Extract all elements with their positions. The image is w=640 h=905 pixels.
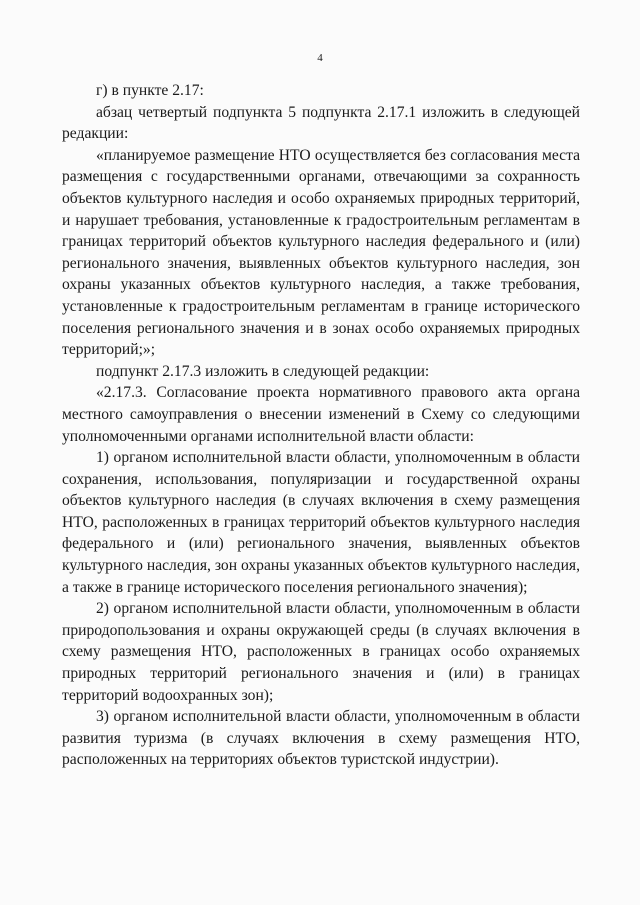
list-item: 1) органом исполнительной власти области, уполномоченным в области сохранения, использования, популяризации и государственной охраны объектов культурного наследия (в случаях включения в схему размещения НТО, расположенных в границах территорий объектов культурного наследия федерального и (или) регионального значения, выявленных объектов культурного наследия, зон охраны указанных объектов культурного наследия, а также в границе исторического поселения регионального значения);: [62, 449, 580, 596]
paragraph-instruction-2-17-3: подпункт 2.17.3 изложить в следующей редакции:: [96, 362, 430, 380]
page-number: 4: [317, 52, 323, 64]
paragraph-quoted-text: «планируемое размещение НТО осуществляется без согласования места размещения с государственными органами, отвечающими за сохранность объектов культурного наследия и особо охраняемых природных территорий, и нарушает требования, установленные к градостроительным регламентам в границах территорий объектов культурного наследия федерального и (или) регионального значения, выявленных объектов культурного наследия, зон охраны указанных объектов культурного наследия, а также требования, установленные к градостроительным регламентам в границе исторического поселения регионального значения и в зонах особо охраняемых природных территорий;»;: [62, 146, 580, 359]
paragraph-2-17-3-intro: «2.17.3. Согласование проекта нормативного правового акта органа местного самоуправления о внесении изменений в Схему со следующими уполномоченными органами исполнительной власти области:: [62, 384, 580, 445]
approval-authorities-list: [62, 447, 580, 771]
document-body: [62, 80, 580, 771]
paragraph-instruction-2-17-1: абзац четвертый подпункта 5 подпункта 2.17.1 изложить в следующей редакции:: [62, 103, 580, 143]
paragraph-item-g: г) в пункте 2.17:: [96, 82, 204, 99]
list-item: 3) органом исполнительной власти области, уполномоченным в области развития туризма (в случаях включения в схему размещения НТО, расположенных на территориях объектов туристской индустрии).: [62, 708, 580, 769]
list-item: 2) органом исполнительной власти области, уполномоченным в области природопользования и охраны окружающей среды (в случаях включения в схему размещения НТО, расположенных в границах особо охраняемых природных территорий регионального значения и (или) в границах территорий водоохранных зон);: [62, 600, 580, 704]
